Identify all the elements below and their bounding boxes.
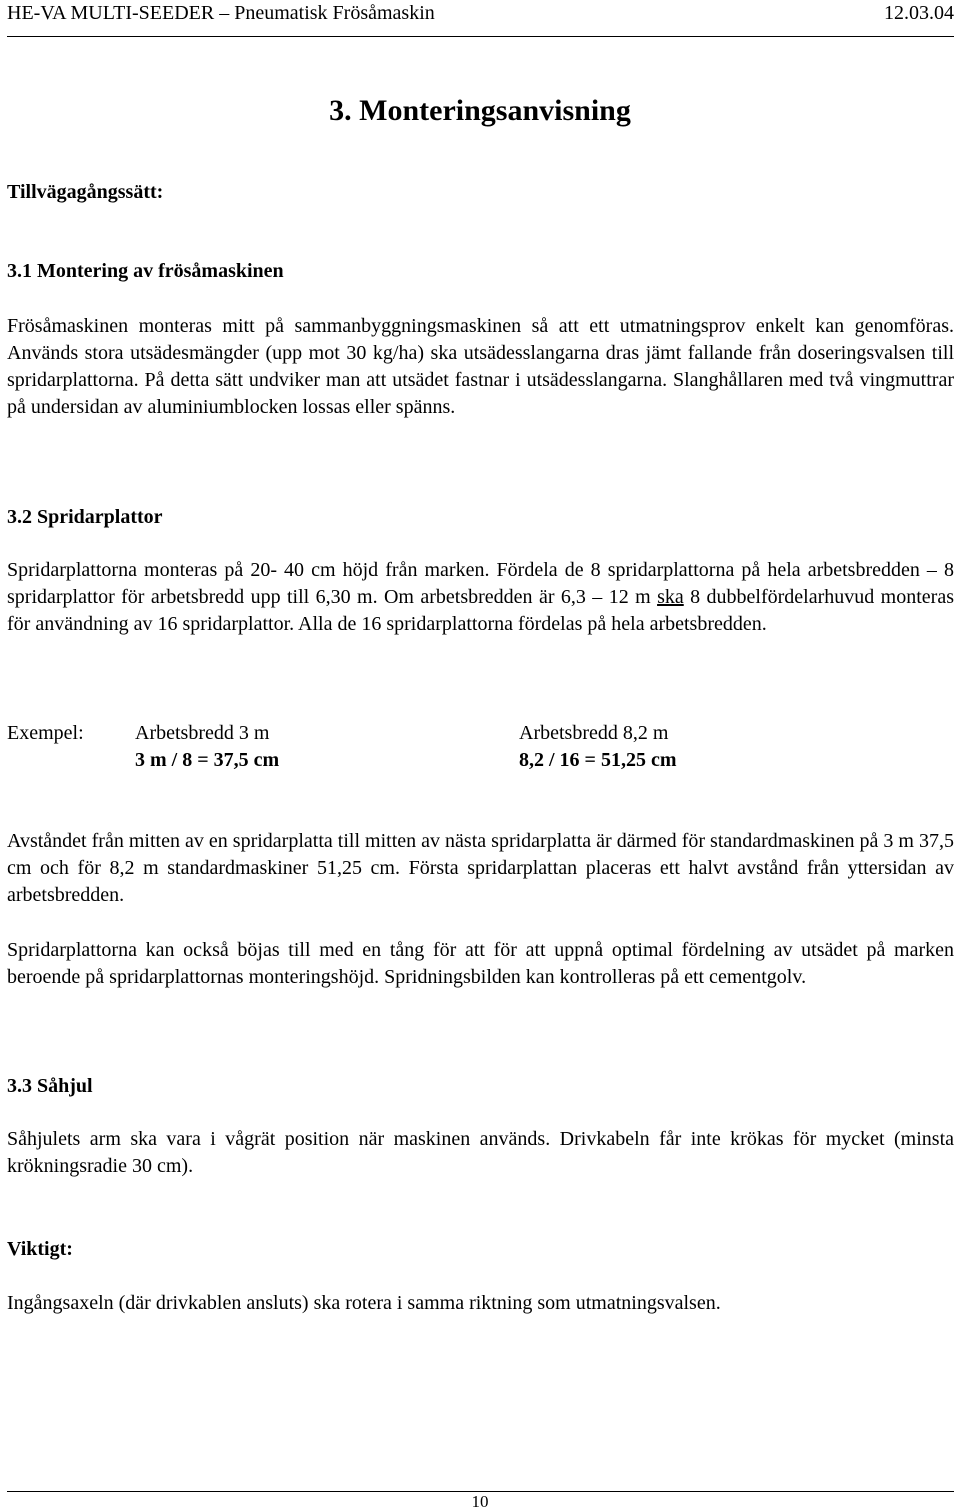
section-3-2-underlined-word: ska [657,586,684,608]
example-2-title: Arbetsbredd 8,2 m [519,722,669,744]
section-3-1-text: Frösåmaskinen monteras mitt på sammanbyggningsmaskinen så att ett utmatningsprov enkelt kan genomföras. Används stora utsädesmängder (upp mot 30 kg/ha) ska utsädesslangarna dras jämt fallande från doseringsvalsen till spridarplattorna. På detta sätt undviker man att utsädet fastnar i utsädesslangarna. Slanghållaren med två vingmuttrar på undersidan av aluminiumblocken lossas eller spänns. [7,315,954,418]
important-heading: Viktigt: [7,1238,73,1260]
section-3-2-text [7,557,954,638]
header-document-title: HE-VA MULTI-SEEDER – Pneumatisk Frösåmaskin [7,2,435,24]
section-3-2-heading: 3.2 Spridarplattor [7,506,163,528]
example-1-calculation: 3 m / 8 = 37,5 cm [135,749,280,771]
example-2-calculation: 8,2 / 16 = 51,25 cm [519,749,677,771]
section-3-1-heading: 3.1 Montering av frösåmaskinen [7,260,284,282]
page-title: 3. Monteringsanvisning [329,94,631,127]
section-3-2-text-part-b: 8 dubbelfördelarhuvud monteras för användning av 16 spridarplattor. Alla de 16 spridarplattorna fördelas på hela arbetsbredden. [7,586,954,635]
page-header [7,2,954,37]
page-number: 10 [471,1492,489,1511]
section-3-2-text-3: Spridarplattorna kan också böjas till med en tång för att för att uppnå optimal fördelning av utsädet på marken beroende på spridarplattornas monteringshöjd. Spridningsbilden kan kontrolleras på ett cementgolv. [7,939,954,988]
example-label: Exempel: [7,722,84,744]
section-3-2-text-part-a: Spridarplattorna monteras på 20- 40 cm höjd från marken. Fördela de 8 spridarplattorna på hela arbetsbredden – 8 spridarplattor för arbetsbredd upp till 6,30 m. Om arbetsbredden är 6,3 – 12 m [7,559,954,608]
section-3-2-text-2: Avståndet från mitten av en spridarplatta till mitten av nästa spridarplatta är därmed för standardmaskinen på 3 m 37,5 cm och för 8,2 m standardmaskiner 51,25 cm. Första spridarplattan placeras ett halvt avstånd från yttersidan av arbetsbredden. [7,830,954,906]
header-date: 12.03.04 [884,2,954,24]
section-3-3-text: Såhjulets arm ska vara i vågrät position när maskinen används. Drivkabeln får inte krökas för mycket (minsta krökningsradie 30 cm). [7,1128,954,1177]
section-3-3-heading: 3.3 Såhjul [7,1075,93,1097]
example-1-title: Arbetsbredd 3 m [135,722,270,744]
important-text: Ingångsaxeln (där drivkablen ansluts) ska rotera i samma riktning som utmatningsvalsen. [7,1292,721,1314]
subtitle-procedure: Tillvägagångssätt: [7,181,164,203]
